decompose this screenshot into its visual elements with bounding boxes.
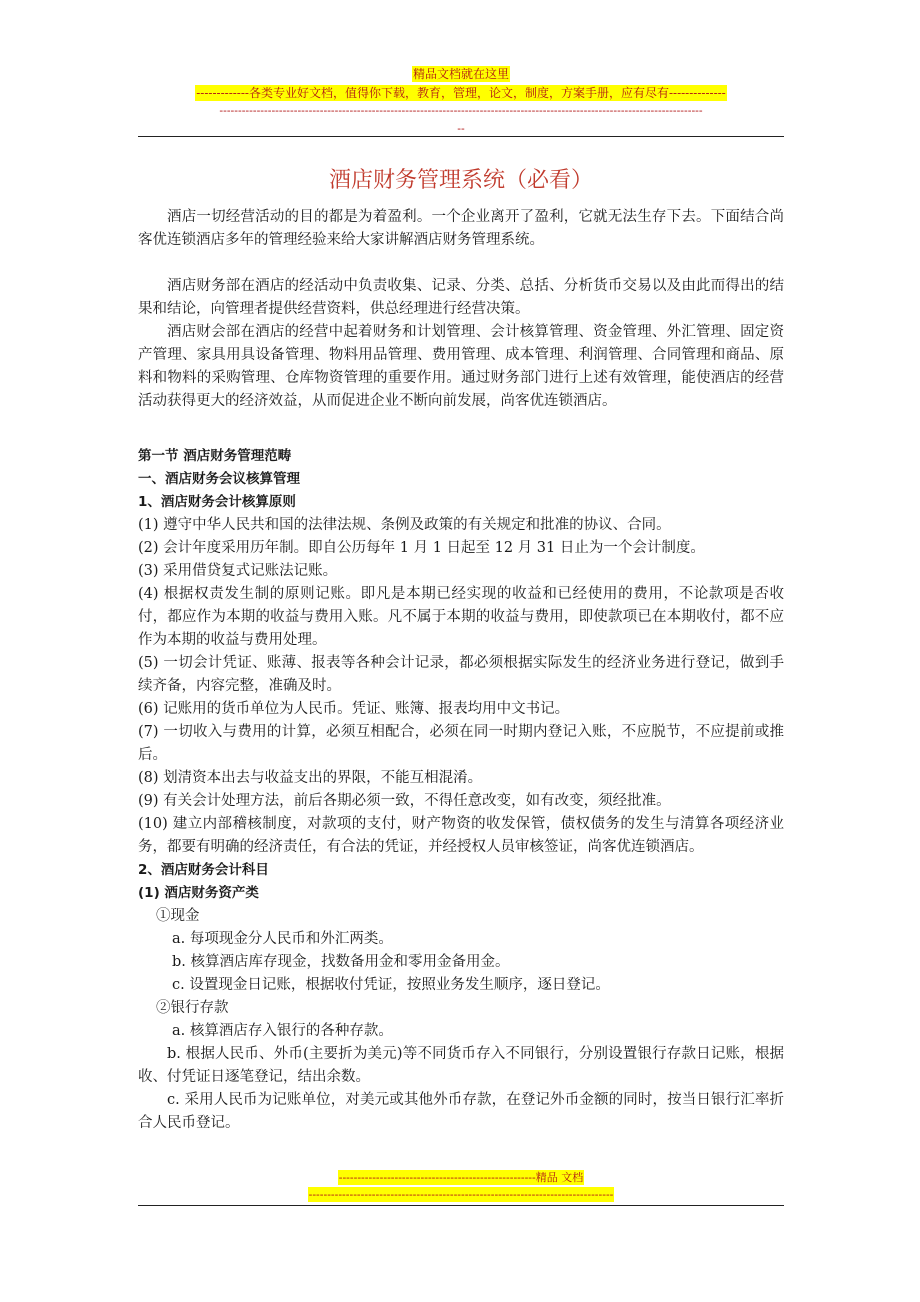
bank-title: ②银行存款 [156,1000,229,1016]
section-block [138,445,784,1135]
principle-item: (5) 一切会计凭证、账薄、报表等各种会计记录，都必须根据实际发生的经济业务进行登记，做到手续齐备，内容完整，准确及时。 [138,655,784,694]
footer-divider [138,1205,784,1206]
bank-item: c. 采用人民币为记账单位，对美元或其他外币存款，在登记外币金额的同时，按当日银行汇率折合人民币登记。 [138,1092,784,1131]
header-banner-tagline: -------------各类专业好文档，值得你下载，教育，管理，论文，制度，方案手册，应有尽有-------------- [196,86,726,100]
header-banner-text: 精品文档就在这里 [412,67,509,81]
intro-paragraph: 酒店一切经营活动的目的都是为着盈利。一个企业离开了盈利，它就无法生存下去。下面结合尚客优连锁酒店多年的管理经验来给大家讲解酒店财务管理系统。 [138,209,784,248]
principle-item: (7) 一切收入与费用的计算，必须互相配合，必须在同一时期内登记入账，不应脱节，不应提前或推后。 [138,724,784,763]
bank-item: b. 根据人民币、外币(主要折为美元)等不同货币存入不同银行，分别设置银行存款日记账，根据收、付凭证日逐笔登记，结出余数。 [138,1046,784,1085]
paragraph-spacer [138,252,784,275]
cash-item: a. 每项现金分人民币和外汇两类。 [172,931,393,947]
intro-block [138,206,784,413]
principle-item: (8) 划清资本出去与收益支出的界限，不能互相混淆。 [138,770,483,786]
principle-item: (9) 有关会计处理方法，前后各期必须一致，不得任意改变，如有改变，须经批准。 [138,793,671,809]
footer-dash-line: ---------------------------------------------------------------------------------- [308,1188,614,1201]
principle-item: (4) 根据权责发生制的原则记账。即凡是本期已经实现的收益和已经使用的费用，不论款项是否收付，都应作为本期的收益与费用入账。凡不属于本期的收益与费用，即使款项已在本期收付，都不应作为本期的收益与费用处理。 [138,586,784,648]
footer-banner-text: -----------------------------------------------------精品 文档 [338,1171,584,1184]
subsection-heading: (1) 酒店财务资产类 [138,885,259,901]
principle-item: (2) 会计年度采用历年制。即自公历每年 1 月 1 日起至 12 月 31 日止为一个会计制度。 [138,540,705,556]
header-banner-line2 [138,85,784,101]
subsection-heading: 2、酒店财务会计科目 [138,862,269,878]
subsection-heading: 1、酒店财务会计核算原则 [138,494,296,510]
footer-line2 [138,1187,784,1202]
page-title: 酒店财务管理系统（必看） [328,168,593,193]
cash-item: b. 核算酒店库存现金，找数备用金和零用金备用金。 [172,954,510,970]
principle-item: (10) 建立内部稽核制度，对款项的支付，财产物资的收发保管，债权债务的发生与清算各项经济业务，都要有明确的经济责任，有合法的凭证，并经授权人员审核签证，尚客优连锁酒店。 [138,816,784,855]
principle-item: (3) 采用借贷复式记账法记账。 [138,563,338,579]
intro-paragraph: 酒店财会部在酒店的经营中起着财务和计划管理、会计核算管理、资金管理、外汇管理、固定资产管理、家具用具设备管理、物料用品管理、费用管理、成本管理、利润管理、合同管理和商品、原料和物料的采购管理、仓库物资管理的重要作用。通过财务部门进行上述有效管理，能使酒店的经营活动获得更大的经济效益，从而促进企业不断向前发展，尚客优连锁酒店。 [138,324,784,409]
header-dash-tail: -- [457,122,465,135]
cash-title: ①现金 [156,908,200,924]
header-banner-line1 [138,66,784,82]
subsection-heading: 一、酒店财务会议核算管理 [138,471,300,487]
section-heading: 第一节 酒店财务管理范畴 [138,448,292,464]
header-divider [138,136,784,137]
intro-paragraph: 酒店财务部在酒店的经活动中负责收集、记录、分类、总括、分析货币交易以及由此而得出的结果和结论，向管理者提供经营资料，供总经理进行经营决策。 [138,278,784,317]
header-dash-line: ---------------------------------------------------------------------------------------------------------------------------------- [219,104,703,117]
principle-item: (6) 记账用的货币单位为人民币。凭证、账簿、报表均用中文书记。 [138,701,570,717]
bank-item: a. 核算酒店存入银行的各种存款。 [172,1023,393,1039]
footer-line1 [138,1170,784,1185]
principle-item: (1) 遵守中华人民共和国的法律法规、条例及政策的有关规定和批准的协议、合同。 [138,517,671,533]
cash-item: c. 设置现金日记账，根据收付凭证，按照业务发生顺序，逐日登记。 [172,977,610,993]
